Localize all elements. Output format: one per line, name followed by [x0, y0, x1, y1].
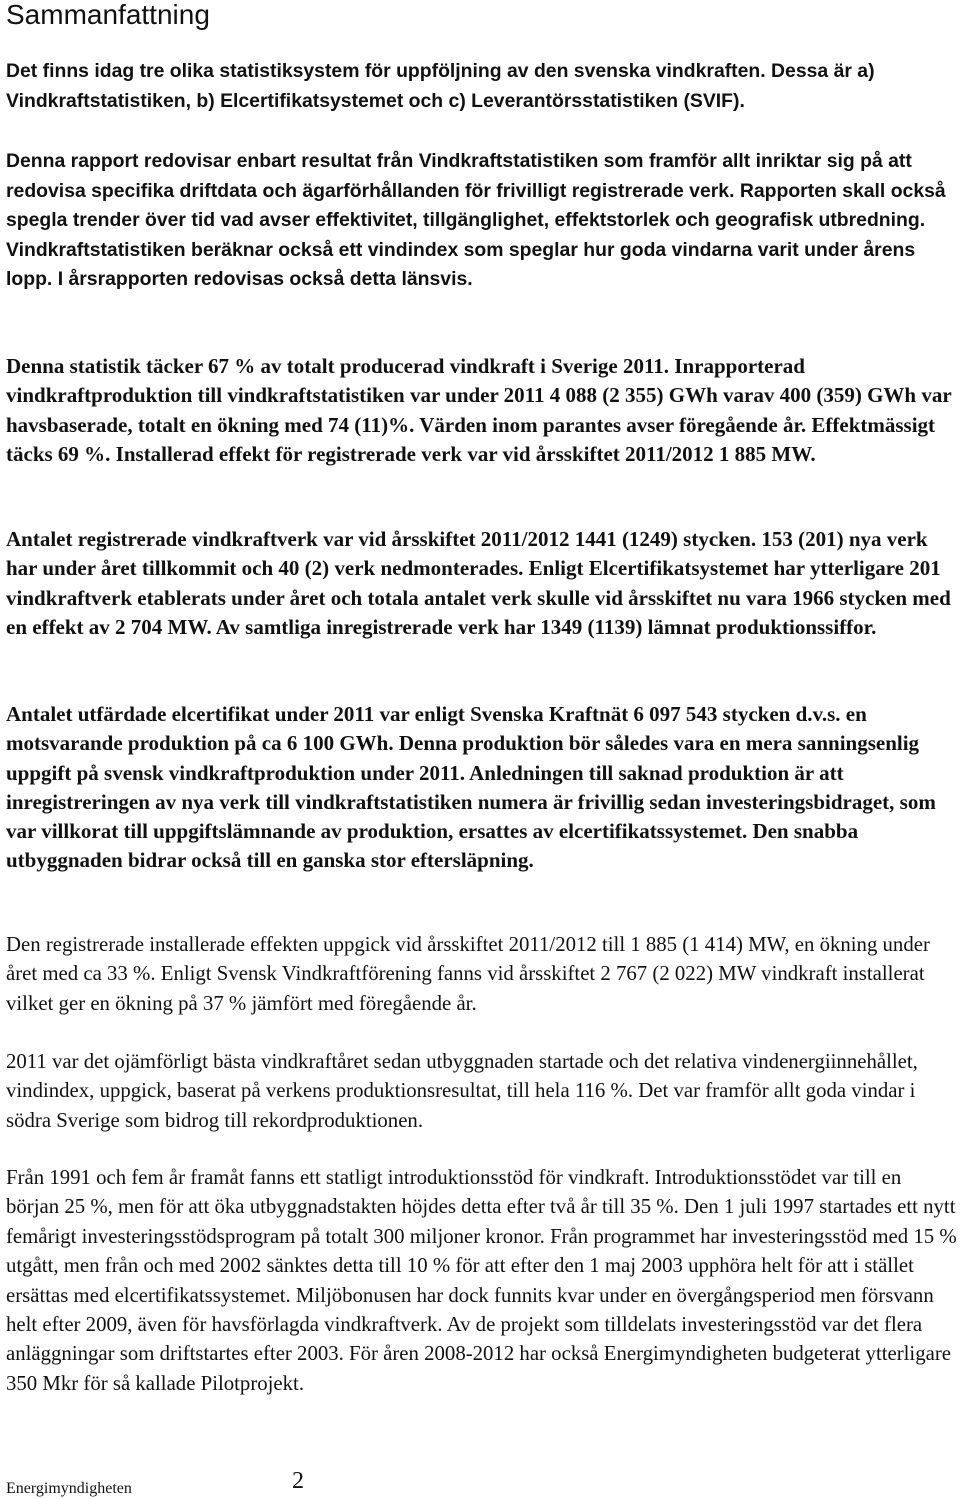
page-number: 2 [292, 1468, 304, 1494]
summary-paragraph-turbine-count: Antalet registrerade vindkraftverk var vid årsskiftet 2011/2012 1441 (1249) stycken. 153 (201) nya verk har under året tillkommit och 40 (2) verk nedmonterades. Enligt Elcertifikatsystemet har ytterligare 201 vindkraftverk etablerats under året och totala antalet verk skulle vid årsskiftet nu vara 1966 stycken med en effekt av 2 704 MW. Av samtliga inregistrerade verk har 1349 (1139) lämnat produktionssiffor. [6, 527, 951, 639]
page-footer [6, 1468, 406, 1498]
summary-paragraph-coverage: Denna statistik täcker 67 % av totalt producerad vindkraft i Sverige 2011. Inrapporterad vindkraftproduktion till vindkraftstatistiken var under 2011 4 088 (2 355) GWh varav 400 (359) GWh var havsbaserade, totalt en ökning med 74 (11)%. Värden inom parantes avser föregående år. Effektmässigt täcks 69 %. Installerad effekt för registrerade verk var vid årsskiftet 2011/2012 1 885 MW. [6, 354, 952, 466]
footer-organization: Energimyndigheten [6, 1480, 132, 1497]
intro-paragraph-systems: Det finns idag tre olika statistiksystem för uppföljning av den svenska vindkraften. Dessa är a) Vindkraftstatistiken, b) Elcertifikatsystemet och c) Leverantörsstatistiken (SVIF). [6, 60, 875, 112]
summary-paragraph-certificates: Antalet utfärdade elcertifikat under 2011 var enligt Svenska Kraftnät 6 097 543 stycken d.v.s. en motsvarande produktion på ca 6 100 GWh. Denna produktion bör således vara en mera sanningsenlig uppgift på svensk vindkraftproduktion under 2011. Anledningen till saknad produktion är att inregistreringen av nya verk till vindkraftstatistiken numera är frivillig sedan investeringsbidraget, som var villkorat till uppgiftslämnande av produktion, ersattes av elcertifikatssystemet. Den snabba utbyggnaden bidrar också till en ganska stor eftersläpning. [6, 702, 936, 873]
body-paragraph-installed-capacity: Den registrerade installerade effekten uppgick vid årsskiftet 2011/2012 till 1 885 (1 414) MW, en ökning under året med ca 33 %. Enligt Svensk Vindkraftförening fanns vid årsskiftet 2 767 (2 022) MW vindkraft installerat vilket ger en ökning på 37 % jämfört med föregående år. [6, 933, 930, 1015]
body-paragraph-wind-index: 2011 var det ojämförligt bästa vindkraftåret sedan utbyggnaden startade och det relativa vindenergiinnehållet, vindindex, uppgick, baserat på verkens produktionsresultat, till hela 116 %. Det var framför allt goda vindar i södra Sverige som bidrog till rekordproduktionen. [6, 1050, 918, 1132]
intro-paragraph-report-scope: Denna rapport redovisar enbart resultat från Vindkraftstatistiken som framför allt inriktar sig på att redovisa specifika driftdata och ägarförhållanden för frivilligt registrerade verk. Rapporten skall också spegla trender över tid vad avser effektivitet, tillgänglighet, effektstorlek och geografisk utbredning. Vindkraftstatistiken beräknar också ett vindindex som speglar hur goda vindarna varit under årens lopp. I årsrapporten redovisas också detta länsvis. [6, 150, 946, 290]
body-paragraph-support-history: Från 1991 och fem år framåt fanns ett statligt introduktionsstöd för vindkraft. Introduktionsstödet var till en början 25 %, men för att öka utbyggnadstakten höjdes detta efter två år till 35 %. Den 1 juli 1997 startades ett nytt femårigt investeringsstödsprogram på totalt 300 miljoner kronor. Från programmet har investeringsstöd med 15 % utgått, men från och med 2002 sänktes detta till 10 % för att efter den 1 maj 2003 upphöra helt för att i stället ersättas med elcertifikatssystemet. Miljöbonusen har dock funnits kvar under en övergångsperiod men försvann helt efter 2009, även för havsförlagda vindkraftverk. Av de projekt som tilldelats investeringsstöd var det flera anläggningar som driftstartes efter 2003. För åren 2008-2012 har också Energimyndigheten budgeterat ytterligare 350 Mkr för så kallade Pilotprojekt. [6, 1166, 957, 1395]
page-title: Sammanfattning [6, 0, 210, 30]
